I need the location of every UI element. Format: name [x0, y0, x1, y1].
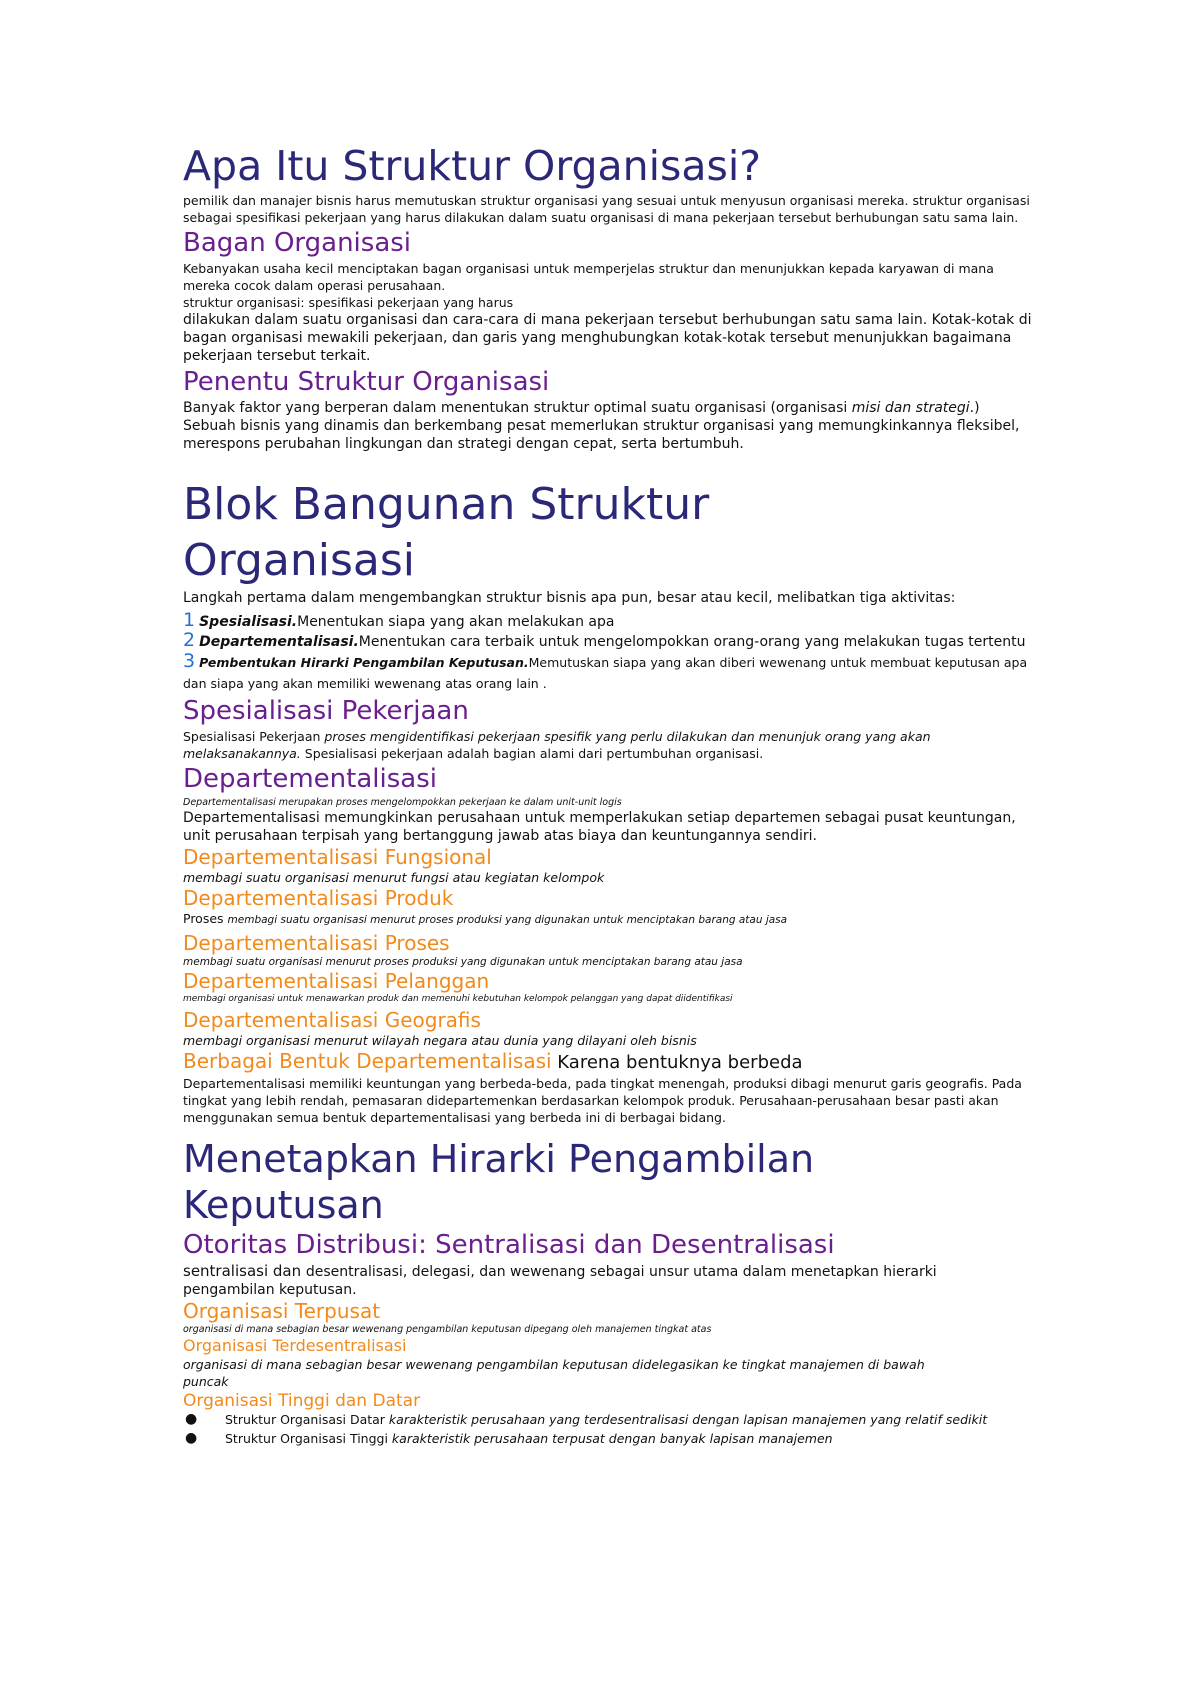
heading-dept-geografis: Departementalisasi Geografis [183, 1008, 481, 1032]
heading-organisasi-terdesentralisasi: Organisasi Terdesentralisasi [183, 1336, 407, 1355]
heading-line: Menetapkan Hirarki Pengambilan [183, 1137, 815, 1181]
text-italic-segment: membagi suatu organisasi menurut proses produksi yang digunakan untuk menciptakan barang atau jasa [227, 914, 788, 926]
definition-dept-produk [183, 910, 1033, 927]
list-item [183, 1412, 1033, 1427]
definition-dept-geografis: membagi organisasi menurut wilayah negara atau dunia yang dilayani oleh bisnis [183, 1033, 697, 1048]
heading-bagan-organisasi: Bagan Organisasi [183, 228, 412, 258]
paragraph-langkah: Langkah pertama dalam mengembangkan struktur bisnis apa pun, besar atau kecil, melibatkan tiga aktivitas: [183, 590, 956, 606]
heading-line: Organisasi [183, 535, 415, 586]
heading-spesialisasi-pekerjaan: Spesialisasi Pekerjaan [183, 696, 469, 726]
text-segment: sentralisasi dan [183, 1262, 306, 1280]
item-text: Menentukan siapa yang akan melakukan apa [297, 614, 615, 630]
bullet-text [225, 1412, 1005, 1427]
text-italic-segment: karakteristik perusahaan terpusat dengan banyak lapisan manajemen [391, 1431, 833, 1446]
text-segment: desentralisasi, delegasi, dan wewenang sebagai unsur utama dalam menetapkan hierarki [305, 1264, 937, 1280]
definition-organisasi-terpusat: organisasi di mana sebagian besar wewenang pengambilan keputusan dipegang oleh manajemen tingkat atas [183, 1324, 712, 1335]
heading-menetapkan-hirarki [183, 1136, 1033, 1228]
list-item [183, 1431, 1033, 1446]
paragraph-sentralisasi [183, 1262, 1033, 1281]
heading-line: Blok Bangunan Struktur [183, 479, 710, 530]
heading-penentu-struktur: Penentu Struktur Organisasi [183, 367, 550, 397]
definition-dept-proses: membagi suatu organisasi menurut proses produksi yang digunakan untuk menciptakan barang atau jasa [183, 956, 743, 968]
paragraph-bagan-3: dilakukan dalam suatu organisasi dan cara-cara di mana pekerjaan tersebut berhubungan satu sama lain. Kotak-kotak di bagan organisasi mewakili pekerjaan, dan garis yang menghubungkan kotak-kotak tersebut menunjukkan bagaimana pekerjaan tersebut terkait. [183, 312, 1032, 364]
item-term: Pembentukan Hirarki Pengambilan Keputusan. [199, 655, 529, 670]
paragraph-bagan-1: Kebanyakan usaha kecil menciptakan bagan organisasi untuk memperjelas struktur dan menunjukkan kepada karyawan di mana mereka cocok dalam operasi perusahaan. [183, 261, 994, 293]
item-number: 3 [183, 650, 196, 672]
text-segment: Banyak faktor yang berperan dalam menentukan struktur optimal suatu organisasi (organisasi [183, 400, 852, 416]
text-italic-segment: karakteristik perusahaan yang terdesentralisasi dengan lapisan manajemen yang relatif sedikit [388, 1412, 988, 1427]
definition-organisasi-terdesentralisasi: organisasi di mana sebagian besar wewenang pengambilan keputusan didelegasikan ke tingkat manajemen di bawah puncak [183, 1357, 925, 1389]
text-segment: Karena bentuknya berbeda [551, 1052, 803, 1073]
list-item-spesialisasi [183, 611, 1033, 631]
heading-organisasi-tinggi-datar: Organisasi Tinggi dan Datar [183, 1391, 421, 1411]
heading-berbagai-bentuk [183, 1049, 1033, 1075]
heading-departementalisasi: Departementalisasi [183, 764, 437, 794]
heading-berbagai-bentuk-title: Berbagai Bentuk Departementalisasi [183, 1049, 552, 1073]
heading-dept-proses: Departementalisasi Proses [183, 931, 450, 955]
heading-dept-pelanggan: Departementalisasi Pelanggan [183, 969, 490, 993]
paragraph-berbagai-bentuk: Departementalisasi memiliki keuntungan yang berbeda-beda, pada tingkat menengah, produksi dibagi menurut garis geografis. Pada tingkat yang lebih rendah, pemasaran didepartemenkan berdasarkan kelompok produk. Perusahaan-perusahaan besar pasti akan menggunakan semua bentuk departementalisasi yang berbeda ini di berbagai bidang. [183, 1076, 1022, 1125]
bullet-icon: ● [185, 1411, 198, 1427]
item-text: Menentukan cara terbaik untuk mengelompokkan orang-orang yang melakukan tugas tertentu [358, 634, 1026, 650]
paragraph-penentu [183, 399, 1033, 453]
list-item-pembentukan-hirarki [183, 651, 1033, 694]
definition-departementalisasi: Departementalisasi merupakan proses mengelompokkan pekerjaan ke dalam unit-unit logis [183, 797, 622, 808]
heading-line: Keputusan [183, 1183, 384, 1227]
text-segment: Spesialisasi pekerjaan adalah bagian alami dari pertumbuhan organisasi. [300, 746, 764, 761]
text-segment: Spesialisasi Pekerjaan [183, 729, 325, 744]
document-page [183, 140, 1033, 1446]
heading-dept-fungsional: Departementalisasi Fungsional [183, 845, 492, 869]
item-term: Spesialisasi. [199, 614, 298, 630]
paragraph-bagan-2: struktur organisasi: spesifikasi pekerjaan yang harus [183, 295, 514, 310]
heading-dept-produk: Departementalisasi Produk [183, 886, 454, 910]
definition-dept-fungsional: membagi suatu organisasi menurut fungsi atau kegiatan kelompok [183, 870, 605, 885]
text-italic-segment: proses mengidentifikasi pekerjaan spesifik yang perlu dilakukan dan menunjuk orang yang akan melaksanakannya. [183, 729, 931, 761]
paragraph-sentralisasi-cont: pengambilan keputusan. [183, 1282, 357, 1298]
heading-apa-itu-struktur: Apa Itu Struktur Organisasi? [183, 142, 761, 190]
text-segment: Struktur Organisasi Datar [225, 1412, 389, 1427]
heading-otoritas-distribusi: Otoritas Distribusi: Sentralisasi dan Desentralisasi [183, 1230, 835, 1260]
item-number: 2 [183, 629, 196, 651]
definition-dept-pelanggan: membagi organisasi untuk menawarkan produk dan memenuhi kebutuhan kelompok pelanggan yang dapat diidentifikasi [183, 994, 733, 1004]
item-term: Departementalisasi. [199, 634, 359, 650]
bullet-text [225, 1431, 833, 1446]
heading-organisasi-terpusat: Organisasi Terpusat [183, 1299, 381, 1323]
paragraph-departementalisasi: Departementalisasi memungkinkan perusahaan untuk memperlakukan setiap departemen sebagai pusat keuntungan, unit perusahaan terpisah yang bertanggung jawab atas biaya dan keuntungannya sendiri. [183, 810, 1016, 844]
item-text: Memutuskan siapa yang akan diberi wewenang untuk membuat keputusan apa dan siapa yang akan memiliki wewenang atas orang lain . [183, 655, 1028, 691]
paragraph-spesialisasi [183, 728, 1033, 762]
heading-blok-bangunan [183, 477, 1033, 589]
text-segment: Proses [183, 911, 228, 926]
list-item-departementalisasi [183, 631, 1033, 651]
text-segment: .) Sebuah bisnis yang dinamis dan berkembang pesat memerlukan struktur organisasi yang memungkinkannya fleksibel, merespons perubahan lingkungan dan strategi dengan cepat, serta bertumbuh. [183, 400, 1020, 452]
bullet-icon: ● [185, 1430, 198, 1446]
text-segment: Struktur Organisasi Tinggi [225, 1431, 392, 1446]
text-italic-segment: misi dan strategi [851, 400, 970, 416]
item-number: 1 [183, 609, 196, 631]
paragraph-definition: pemilik dan manajer bisnis harus memutuskan struktur organisasi yang sesuai untuk menyusun organisasi mereka. struktur organisasi sebagai spesifikasi pekerjaan yang harus dilakukan dalam suatu organisasi di mana pekerjaan tersebut berhubungan satu sama lain. [183, 193, 1030, 225]
